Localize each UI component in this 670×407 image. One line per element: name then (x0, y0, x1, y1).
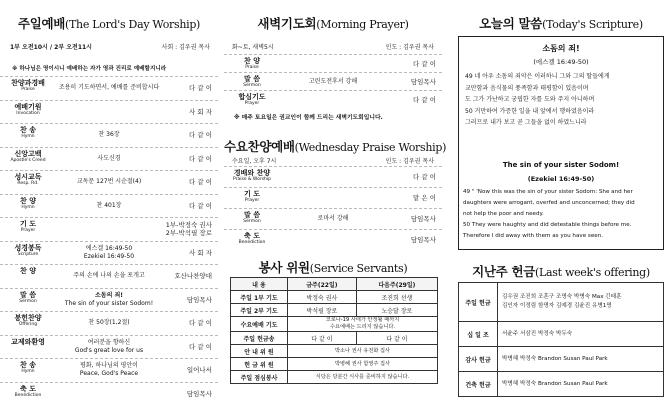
order-content (48, 272, 170, 280)
order-content-line: 로마서 강해 (317, 215, 349, 222)
order-label-en: Praise (245, 65, 259, 70)
order-person (189, 178, 212, 186)
en-title: The sin of your sister Sodom! (502, 161, 620, 169)
order-label (232, 169, 272, 182)
order-content-line: Peace, God's Peace (79, 370, 139, 378)
order-label-ko: 신앙고백 (14, 149, 42, 158)
order-label-ko: 찬 송 (20, 126, 36, 134)
service-this-week: 박정숙 권사 (288, 291, 357, 304)
order-row (0, 288, 218, 312)
offering-row (459, 372, 664, 397)
ko-verse-line: 도 그가 가난하고 궁핍한 자를 도와 주지 아니하며 (465, 96, 595, 103)
order-label-en: Prayer (244, 101, 260, 106)
ko-verse-line: 49 네 아우 소돔의 죄악은 이러하니 그와 그의 딸들에게 (465, 73, 610, 80)
order-label (8, 150, 48, 163)
order-person (187, 390, 212, 398)
service-row (231, 358, 438, 371)
service-row (231, 371, 438, 384)
offering-type: 감사 헌금 (459, 347, 498, 372)
service-merged-cell (288, 371, 438, 384)
en-verse-line: not help the poor and needy. (463, 211, 544, 217)
lord-day-title: 주일예배(The Lord's Day Worship) (17, 16, 201, 31)
order-label-en: Prayer (20, 228, 36, 233)
order-label-en: Sermon (19, 298, 37, 304)
order-person (187, 296, 212, 304)
order-person-line: 다 같 이 (189, 131, 212, 140)
service-row (231, 291, 438, 304)
service-next-week: 노승달 장로 (356, 304, 437, 317)
order-content-line: 사도신경 (97, 154, 121, 162)
service-row (231, 317, 438, 332)
order-label-ko: 기 도 (244, 190, 260, 198)
order-label (8, 197, 48, 210)
order-person-line: 다 같 이 (189, 201, 212, 210)
order-content-line: 조용히 기도하면서, 예배를 준비합시다 (58, 84, 160, 92)
en-verse-line: 50 They were haughty and did detestable things before me. (463, 222, 632, 228)
order-label-ko: 성경봉독 (14, 243, 42, 252)
offering-type: 주일 헌금 (459, 283, 498, 322)
order-person-line: 사 회 자 (189, 107, 212, 116)
service-next-week: 조진희 선생 (356, 291, 437, 304)
order-label-ko: 경배와 찬양 (233, 169, 271, 177)
order-label-en: Apostle's Creed (10, 157, 46, 163)
order-label-ko: 말 씀 (20, 290, 36, 299)
order-person (411, 236, 436, 244)
service-times: 1부 오전10시 / 2부 오전11시 (10, 44, 92, 51)
order-row (0, 170, 218, 194)
offering-row (459, 347, 664, 372)
order-person (187, 366, 212, 374)
order-row (0, 147, 218, 171)
lord-day-section (0, 0, 218, 407)
en-verse-line: daughters were arrogant, overfed and unconcerned; they did (463, 200, 635, 206)
offering-type: 건축 헌금 (459, 372, 498, 397)
en-verse-line: 49 " 'Now this was the sin of your sister Sodom: She and her (463, 189, 633, 195)
order-content (48, 292, 170, 308)
order-label-ko: 찬양과경배 (11, 79, 45, 87)
order-label-en: Prayer (244, 198, 260, 203)
order-row (224, 208, 442, 229)
order-person-line: 담임목사 (186, 389, 212, 398)
lord-order-list (0, 76, 218, 405)
order-label-ko: 봉헌찬양 (14, 314, 42, 322)
order-row (0, 335, 218, 359)
service-role-cell: 주일 점심봉사 (231, 371, 288, 384)
order-person (189, 343, 212, 351)
en-verse-line: Therefore I did away with them as you have seen. (463, 233, 604, 239)
order-person-line: 다 같 이 (189, 319, 212, 328)
order-label (8, 314, 48, 327)
order-row (224, 90, 442, 108)
order-content-line: 여러분을 향하신 (87, 338, 131, 346)
service-header-cell: 금주(22일) (288, 278, 357, 291)
order-label-en: Benediction (238, 240, 266, 245)
offering-title: 지난주 헌금(Last week's offering) (472, 264, 650, 279)
ko-ref: (에스겔 16:49-50) (533, 58, 589, 66)
service-merged-cell (288, 317, 438, 332)
order-label-ko: 찬 송 (20, 361, 36, 369)
offering-names-line: 서윤주 서삼진 박정숙 박두숙 (502, 330, 573, 337)
order-person (413, 60, 436, 68)
order-person-line: 맡 은 이 (413, 194, 436, 202)
order-person-line: 담임목사 (410, 77, 436, 86)
order-content (272, 215, 394, 223)
order-label (8, 79, 48, 92)
offering-type: 십 일 조 (459, 322, 498, 347)
order-label-en: Praise & Worship (232, 177, 272, 182)
offering-names-line: 박병혜 박정숙 Brandon Susan Paul Park (502, 380, 608, 387)
service-role-cell: 주일 1부 기도 (231, 291, 288, 304)
order-content-line: 고린도전후서 강해 (308, 77, 358, 85)
wed-time: 수요일, 오후 7시 (232, 158, 277, 165)
order-label-ko: 말 씀 (244, 211, 260, 219)
order-person (413, 173, 436, 181)
order-person (189, 319, 212, 327)
order-row (0, 100, 218, 124)
order-row (224, 166, 442, 187)
order-row (0, 382, 218, 406)
service-cell-line: 박소나 권사 유전화 집사 (334, 347, 391, 354)
order-person-line: 다 같 이 (189, 178, 212, 187)
order-label-en: Sermon (243, 83, 261, 88)
service-cell-line: 수요예배는 드리지 않습니다. (329, 324, 396, 330)
service-role-cell: 주일 2부 기도 (231, 304, 288, 317)
order-person-line: 다 같 이 (189, 84, 212, 93)
ko-verse-line: 그러므로 내가 보고 곧 그들을 없이 하였느니라 (465, 119, 587, 126)
order-person (189, 84, 212, 92)
order-label-en: Benediction (14, 392, 42, 398)
dawn-section (224, 0, 447, 407)
order-label-en: Hymn (21, 204, 35, 210)
order-content-line: 찬 36장 (98, 131, 120, 139)
order-person (189, 155, 212, 163)
service-table (230, 277, 438, 384)
service-merged-cell (288, 358, 438, 371)
scripture-title: 오늘의 말씀(Today's Scripture) (479, 16, 643, 31)
ko-verse-line: 교만함과 음식물의 풍족함과 태평함이 있음이며 (465, 84, 589, 92)
order-label (8, 220, 48, 233)
service-title: 봉사 위원(Service Servants) (258, 260, 408, 275)
service-header-cell: 다음주(29일) (356, 278, 437, 291)
order-person-line: 1부-박정숙 권사 (165, 221, 212, 230)
order-content (272, 78, 394, 86)
order-person (166, 221, 212, 237)
order-label-ko: 축 도 (20, 384, 36, 393)
order-label (8, 385, 48, 398)
order-label-ko: 축 도 (244, 232, 260, 240)
service-cell-line: 코로나-19 사태가 안정될 때까지 (325, 317, 400, 323)
order-label-ko: 찬 양 (20, 196, 36, 205)
offering-row (459, 322, 664, 347)
ko-title: 소돔의 죄! (542, 44, 580, 53)
offering-names (498, 347, 664, 372)
order-row (0, 76, 218, 100)
order-row (0, 217, 218, 241)
order-label-en: Scripture (17, 251, 39, 257)
order-label (232, 57, 272, 70)
order-label-en: Praise (21, 87, 35, 92)
service-merged-cell (288, 345, 438, 358)
order-person (413, 96, 436, 104)
order-content-line: 에스겔 16:49-50 (85, 244, 133, 252)
service-role-cell: 안 내 위 원 (231, 345, 288, 358)
order-label (8, 267, 48, 275)
presider: 사회 : 김우권 목사 (161, 44, 210, 51)
order-content-line: 주의 손에 나의 손을 포개고 (73, 272, 145, 280)
order-person-line: 담임목사 (186, 295, 212, 304)
order-person (411, 78, 436, 86)
order-label (232, 211, 272, 224)
offering-names-line: 김인자 이정림 함명자 김예경 김윤진 유병1명 (502, 303, 612, 309)
order-label-en: Offering (18, 322, 38, 327)
offering-table (458, 282, 664, 397)
order-label-ko: 찬 양 (20, 267, 36, 275)
order-content (48, 339, 170, 355)
dawn-leader: 인도 : 김우권 목사 (385, 44, 434, 51)
order-label-en: Hymn (21, 134, 35, 139)
order-label-en: Sermon (243, 219, 261, 224)
order-content (48, 319, 170, 327)
scripture-box (458, 36, 664, 250)
wed-leader: 인도 : 김우권 목사 (385, 158, 434, 165)
order-label (8, 173, 48, 186)
order-person-line: 담임목사 (410, 236, 436, 244)
order-label-en: Hymn (21, 369, 35, 374)
order-row (0, 358, 218, 382)
service-header-row (231, 278, 438, 291)
order-row (0, 241, 218, 265)
order-label-ko: 합심기도 (238, 93, 266, 101)
order-label (8, 291, 48, 304)
service-role-cell: 수요예배 기도 (231, 317, 288, 332)
order-person-line: 일어나서 (186, 366, 212, 375)
offering-names (498, 322, 664, 347)
order-person-line: 다 같 이 (413, 95, 436, 104)
order-person-line: 호산나찬양대 (174, 272, 212, 281)
service-role-cell: 헌 금 위 원 (231, 358, 288, 371)
order-person (411, 215, 436, 223)
order-content-line: 소돔의 죄! (94, 291, 123, 299)
order-person-line: 다 같 이 (189, 342, 212, 351)
order-row (0, 194, 218, 218)
order-content-line: The sin of your sister Sodom! (64, 299, 154, 307)
service-row (231, 332, 438, 345)
order-content (48, 202, 170, 210)
order-person-line: 다 같 이 (189, 154, 212, 163)
order-person (189, 202, 212, 210)
order-label-en: Invocation (16, 110, 40, 116)
order-content (48, 245, 170, 261)
order-person (174, 272, 212, 280)
order-label (232, 75, 272, 88)
dawn-title: 새벽기도회(Morning Prayer) (257, 16, 409, 31)
dawn-order-list (224, 54, 442, 108)
order-content-line: God's great love for us (74, 346, 144, 354)
order-row (0, 311, 218, 335)
order-person (189, 108, 212, 116)
order-content (48, 178, 170, 186)
order-label-ko: 성시교독 (14, 173, 42, 181)
order-person-line: 사 회 자 (189, 248, 212, 257)
service-this-week: 박석필 장로 (288, 304, 357, 317)
order-row (0, 123, 218, 147)
en-verses (463, 187, 661, 242)
offering-names (498, 372, 664, 397)
order-row (224, 72, 442, 90)
order-content (48, 84, 170, 92)
order-label-ko: 기 도 (20, 220, 36, 228)
order-person-line: 다 같 이 (413, 173, 436, 181)
dawn-time: 화~토, 새벽5시 (232, 44, 274, 51)
wed-order-list (224, 166, 442, 250)
order-content (48, 362, 170, 378)
ko-verse-line: 50 거만하여 가증한 일을 내 앞에서 행하였음이라 (465, 107, 595, 115)
order-person (189, 131, 212, 139)
order-person-line: 담임목사 (410, 215, 436, 223)
service-row (231, 304, 438, 317)
order-label-en: Resp. Rd. (17, 181, 39, 186)
order-label (8, 338, 48, 346)
offering-names-line: 김우권 조진희 조혼구 조명숙 박병숙 Max 긴태훈 (502, 294, 622, 300)
service-cell-line: 식당은 당분간 식사를 준비하지 않습니다. (315, 373, 410, 380)
dawn-note: ※ 매주 토요일은 권교인이 함께 드리는 새벽기도회입니다. (234, 115, 383, 121)
ko-verses (465, 71, 659, 129)
order-label (8, 103, 48, 116)
order-label (232, 232, 272, 245)
service-row (231, 345, 438, 358)
order-row (224, 54, 442, 72)
order-content-line: 평화, 하나님의 평안이 (80, 362, 138, 370)
order-person-line: 2부-박석필 장로 (165, 229, 212, 238)
service-header-cell: 내 용 (231, 278, 288, 291)
order-label-ko: 찬 양 (244, 57, 260, 65)
order-row (0, 264, 218, 288)
service-next-week: 다 같 이 (356, 332, 437, 345)
order-label (8, 126, 48, 139)
offering-names (498, 283, 664, 322)
order-person (413, 194, 436, 202)
offering-row (459, 283, 664, 322)
service-cell-line: 박병혜 권사 함영주 집사 (334, 360, 391, 367)
offering-names-line: 박병혜 박정숙 Brandon Susan Paul Park (502, 355, 608, 362)
order-content-line: 찬 401장 (96, 201, 122, 209)
order-person-line: 다 같 이 (413, 59, 436, 68)
order-label-ko: 예배기원 (14, 102, 42, 111)
order-label (232, 93, 272, 106)
en-ref: (Ezekiel 16:49-50) (527, 175, 595, 183)
order-content-line: Ezekiel 16:49-50 (83, 252, 135, 260)
order-content (48, 155, 170, 163)
order-content (48, 131, 170, 139)
order-label-ko: 말 씀 (244, 75, 260, 83)
order-label (232, 190, 272, 203)
order-label (8, 244, 48, 257)
order-person (189, 249, 212, 257)
service-this-week: 다 같 이 (288, 332, 357, 345)
order-content-line: 교독문 127번 시순절(4) (76, 178, 142, 186)
order-row (224, 229, 442, 250)
service-role-cell: 주일 헌금송 (231, 332, 288, 345)
scripture-section (452, 0, 670, 407)
order-label (8, 361, 48, 374)
order-content-line: 찬 50장(1,2절) (88, 319, 130, 327)
worship-notice: ※ 하나님은 영이시니 예배하는 자가 영과 진리로 예배할지니라 (12, 66, 167, 72)
order-label-ko: 교제와환영 (11, 337, 45, 346)
wed-title: 수요찬양예배(Wednesday Praise Worship) (224, 139, 447, 154)
order-row (224, 187, 442, 208)
